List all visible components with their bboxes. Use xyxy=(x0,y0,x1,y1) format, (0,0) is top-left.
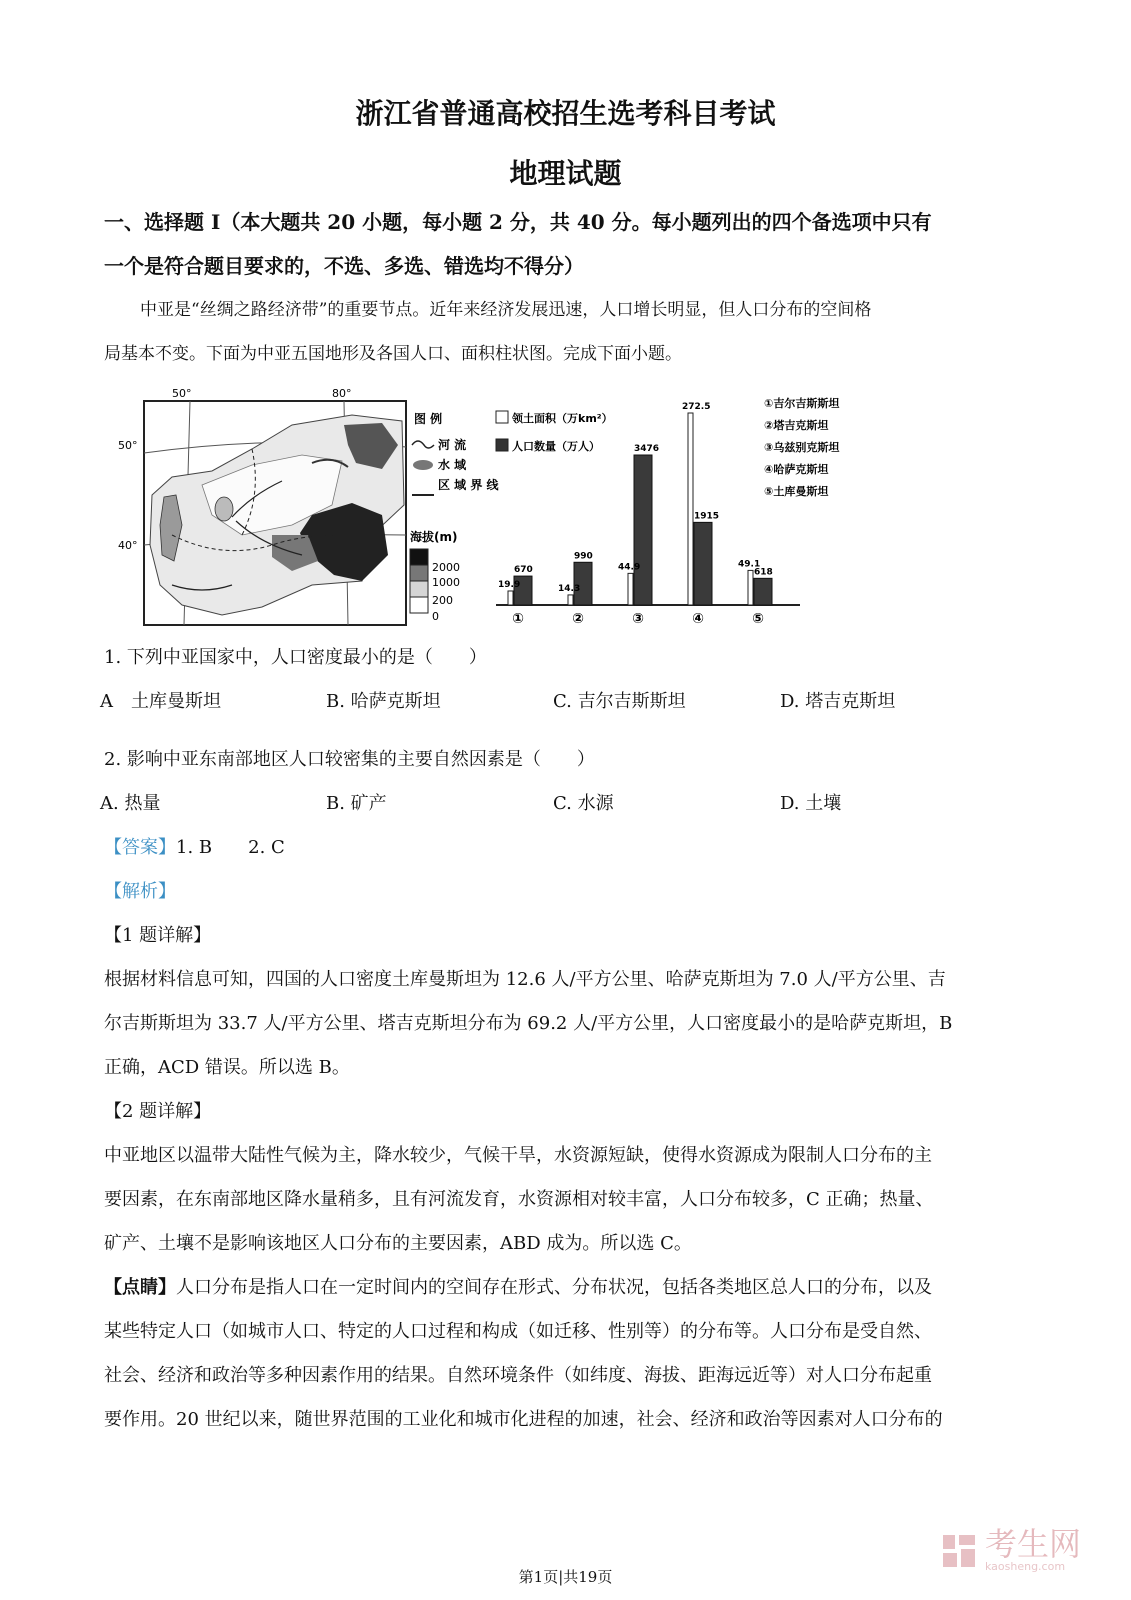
detail2-tag: 【2 题详解】 xyxy=(104,1101,212,1122)
elevation-200: 200 xyxy=(432,594,453,607)
category-label-2: ② xyxy=(572,611,584,627)
q1-stem: 1. 下列中亚国家中，人口密度最小的是（ ） xyxy=(104,647,487,668)
detail2-line3: 矿产、土壤不是影响该地区人口分布的主要因素，ABD 成为。所以选 C。 xyxy=(104,1233,692,1254)
tip-line2: 某些特定人口（如城市人口、特定的人口过程和构成（如迁移、性别等）的分布等。人口分布是受自然、 xyxy=(104,1321,932,1342)
lon-label-80: 80° xyxy=(332,387,352,400)
detail1-line3: 正确，ACD 错误。所以选 B。 xyxy=(104,1057,350,1078)
section-heading-line2: 一个是符合题目要求的，不选、多选、错选均不得分） xyxy=(104,254,584,278)
bar-area-4 xyxy=(688,413,693,605)
population-area-chart xyxy=(492,395,852,635)
bar-population-5 xyxy=(754,578,772,605)
country-legend-4: ④哈萨克斯坦 xyxy=(764,463,829,476)
water-legend-icon xyxy=(413,460,433,470)
river-legend-icon xyxy=(412,441,434,448)
answer-text: 1. B 2. C xyxy=(176,837,285,858)
country-legend-2: ②塔吉克斯坦 xyxy=(764,419,829,432)
area-label-4: 272.5 xyxy=(682,402,711,412)
elevation-1000: 1000 xyxy=(432,576,460,589)
elevation-title: 海拔(m) xyxy=(410,530,458,544)
answer-tag: 【答案】 xyxy=(104,837,176,858)
terrain-map xyxy=(112,385,499,630)
area-label-1: 19.9 xyxy=(498,579,521,590)
page-title: 浙江省普通高校招生选考科目考试 xyxy=(355,97,776,130)
legend-series-population: 人口数量（万人） xyxy=(512,440,600,453)
q2-stem: 2. 影响中亚东南部地区人口较密集的主要自然因素是（ ） xyxy=(104,749,595,770)
lat-label-40: 40° xyxy=(118,539,138,552)
watermark-logo-icon xyxy=(941,1533,977,1569)
legend-series-area: 领土面积（万km²） xyxy=(512,412,613,425)
lon-label-50: 50° xyxy=(172,387,192,400)
intro-line1: 中亚是“丝绸之路经济带”的重要节点。近年来经济发展迅速，人口增长明显，但人口分布的空间格 xyxy=(140,300,872,320)
q2-option-b: B. 矿产 xyxy=(326,793,387,814)
detail1-line1: 根据材料信息可知，四国的人口密度土库曼斯坦为 12.6 人/平方公里、哈萨克斯坦为 7.0 人/平方公里、吉 xyxy=(104,969,946,990)
map-legend-river: 河 流 xyxy=(438,438,467,452)
category-label-5: ⑤ xyxy=(752,611,764,627)
q2-option-a: A. 热量 xyxy=(100,793,161,814)
population-label-1: 670 xyxy=(514,565,533,576)
q1-option-d: D. 塔吉克斯坦 xyxy=(780,691,896,712)
detail1-tag: 【1 题详解】 xyxy=(104,925,212,946)
bar-population-3 xyxy=(634,455,652,605)
analysis-tag: 【解析】 xyxy=(104,881,176,902)
page-footer: 第1页|共19页 xyxy=(518,1568,613,1586)
tip-tag: 【点睛】 xyxy=(104,1277,176,1298)
elevation-0: 0 xyxy=(432,610,439,623)
tip-line1 xyxy=(104,1266,1034,1310)
area-label-3: 44.9 xyxy=(618,562,641,573)
map-legend-water: 水 域 xyxy=(438,458,467,472)
q1-option-a: A 土库曼斯坦 xyxy=(100,691,221,712)
population-label-2: 990 xyxy=(574,551,593,562)
map-legend-title: 图 例 xyxy=(414,412,443,426)
watermark-url: kaosheng.com xyxy=(984,1560,1066,1573)
bar-population-4 xyxy=(694,522,712,605)
lat-label-50: 50° xyxy=(118,439,138,452)
answer-line xyxy=(104,826,1034,870)
q1-option-b: B. 哈萨克斯坦 xyxy=(326,691,441,712)
q1-option-c: C. 吉尔吉斯斯坦 xyxy=(553,691,686,712)
area-label-5: 49.1 xyxy=(738,559,761,570)
map-legend-border: 区 域 界 线 xyxy=(438,478,499,492)
tip-text1: 人口分布是指人口在一定时间内的空间存在形式、分布状况，包括各类地区总人口的分布，以及 xyxy=(176,1277,932,1298)
area-legend-swatch xyxy=(496,411,508,423)
detail1-line2: 尔吉斯斯坦为 33.7 人/平方公里、塔吉克斯坦分布为 69.2 人/平方公里，人口密度最小的是哈萨克斯坦，B xyxy=(104,1013,953,1034)
q2-option-c: C. 水源 xyxy=(553,793,614,814)
detail2-line1: 中亚地区以温带大陆性气候为主，降水较少，气候干旱，水资源短缺，使得水资源成为限制人口分布的主 xyxy=(104,1145,932,1166)
detail2-line2: 要因素，在东南部地区降水量稍多，且有河流发育，水资源相对较丰富，人口分布较多，C 正确；热量、 xyxy=(104,1189,934,1210)
population-label-4: 1915 xyxy=(694,511,720,522)
population-label-3: 3476 xyxy=(634,444,660,454)
tip-line4: 要作用。20 世纪以来，随世界范围的工业化和城市化进程的加速，社会、经济和政治等因素对人口分布的 xyxy=(104,1409,943,1430)
tip-line3: 社会、经济和政治等多种因素作用的结果。自然环境条件（如纬度、海拔、距海远近等）对人口分布起重 xyxy=(104,1365,932,1386)
intro-line2: 局基本不变。下面为中亚五国地形及各国人口、面积柱状图。完成下面小题。 xyxy=(104,344,682,364)
watermark-text: 考生网 xyxy=(984,1525,1081,1563)
section-heading-line1: 一、选择题 I（本大题共 20 小题，每小题 2 分，共 40 分。每小题列出的四个备选项中只有 xyxy=(104,210,932,234)
bar-area-1 xyxy=(508,591,513,605)
elevation-2000: 2000 xyxy=(432,561,460,574)
country-legend-1: ①吉尔吉斯斯坦 xyxy=(764,397,840,410)
population-legend-swatch xyxy=(496,439,508,451)
category-label-4: ④ xyxy=(692,611,704,627)
population-label-5: 618 xyxy=(754,567,773,578)
bar-area-3 xyxy=(628,573,633,605)
area-label-2: 14.3 xyxy=(558,583,581,594)
country-legend-3: ③乌兹别克斯坦 xyxy=(764,441,840,454)
q2-option-d: D. 土壤 xyxy=(780,793,842,814)
country-legend-5: ⑤土库曼斯坦 xyxy=(764,485,829,498)
category-label-3: ③ xyxy=(632,611,644,627)
bar-area-2 xyxy=(568,595,573,605)
page-subtitle: 地理试题 xyxy=(509,157,622,190)
bar-area-5 xyxy=(748,570,753,605)
category-label-1: ① xyxy=(512,611,524,627)
